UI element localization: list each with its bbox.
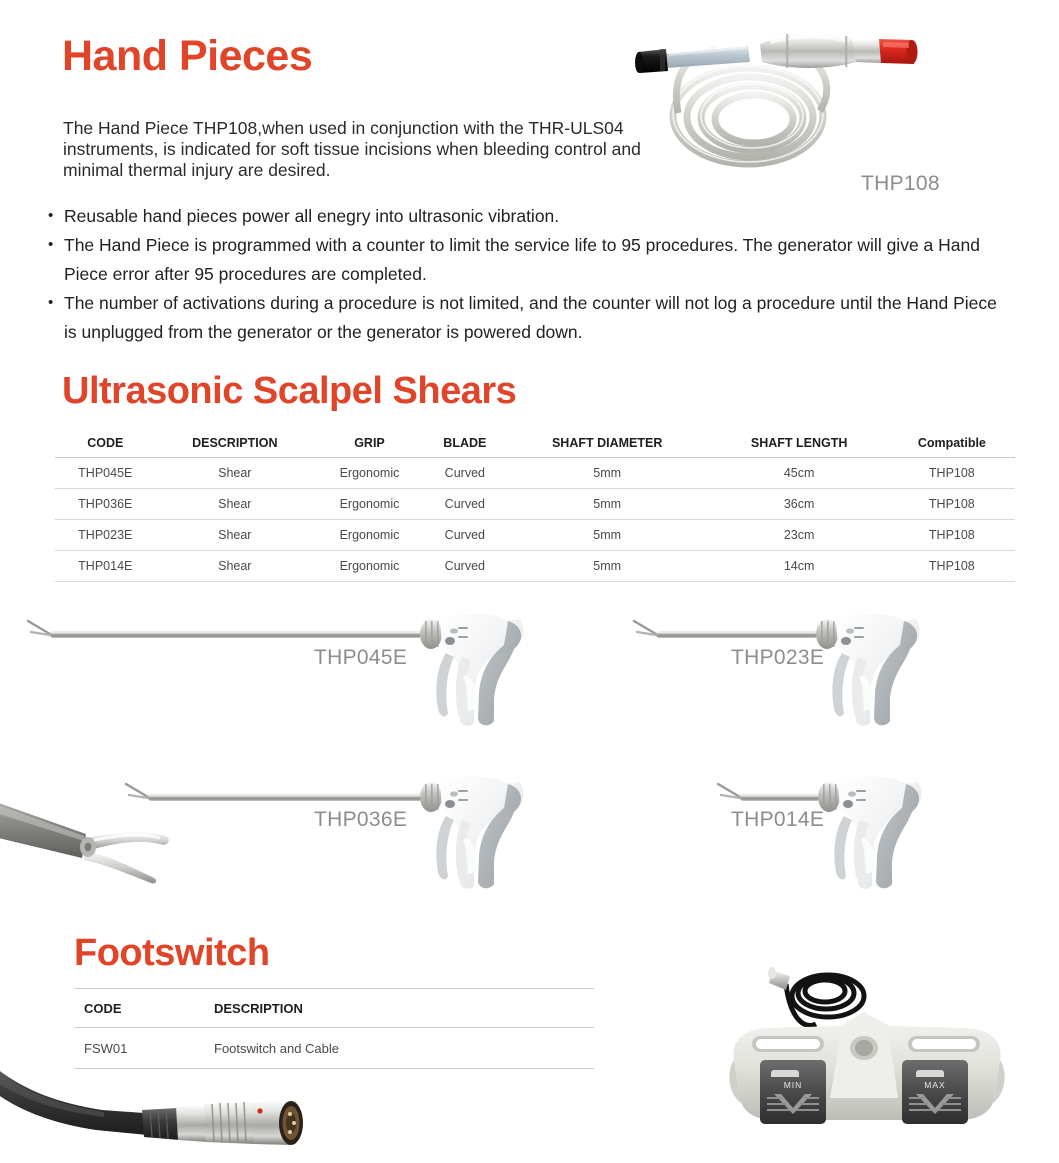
table-row [55, 458, 1015, 489]
footswitch-heading: Footswitch [74, 932, 270, 974]
cell-compatible: THP108 [928, 497, 975, 511]
cell-compatible: THP108 [928, 559, 975, 573]
cell-blade: Curved [444, 528, 485, 542]
footswitch-product-image [712, 948, 1042, 1148]
hand-pieces-heading: Hand Pieces [62, 32, 313, 80]
shears-heading: Ultrasonic Scalpel Shears [62, 370, 517, 412]
pedal-label-max: MAX [924, 1080, 946, 1090]
product-label-thp045e: THP045E [314, 646, 408, 669]
cell-shaft-diameter: 5mm [593, 559, 622, 573]
cell-code: THP014E [78, 559, 133, 573]
footswitch-connector-image [0, 1052, 332, 1162]
cell-shaft-diameter: 5mm [593, 466, 622, 480]
cell-blade: Curved [444, 559, 485, 573]
cell-description: Shear [218, 497, 252, 511]
table-header-row [74, 989, 594, 1028]
column-header-blade: BLADE [443, 435, 487, 450]
column-header-code: CODE [87, 435, 124, 450]
column-header-shaft-diameter: SHAFT DIAMETER [551, 435, 663, 450]
cell-compatible: THP108 [928, 528, 975, 542]
cell-description: Shear [218, 466, 252, 480]
cell-code: THP036E [78, 497, 133, 511]
product-label-thp036e: THP036E [314, 808, 408, 831]
cell-shaft-length: 45cm [783, 466, 815, 480]
cell-grip: Ergonomic [339, 559, 400, 573]
product-label-thp023e: THP023E [731, 646, 825, 669]
column-header-code: CODE [84, 1000, 122, 1016]
cell-shaft-diameter: 5mm [593, 497, 622, 511]
column-header-description: DESCRIPTION [192, 435, 278, 450]
hand-pieces-intro-paragraph: The Hand Piece THP108,when used in conjunction with the THR-ULS04 instruments, is indicated for soft tissue incisions when bleeding control and minimal thermal injury are desired. [63, 117, 641, 180]
column-header-shaft-length: SHAFT LENGTH [750, 435, 848, 450]
cell-blade: Curved [444, 466, 485, 480]
cell-shaft-diameter: 5mm [593, 528, 622, 542]
cell-code: THP023E [78, 528, 133, 542]
cell-description: Footswitch and Cable [214, 1040, 340, 1056]
hand-piece-product-image [620, 18, 950, 193]
cell-shaft-length: 23cm [783, 528, 815, 542]
shear-product-image-thp045e [22, 605, 532, 740]
cell-description: Shear [218, 528, 252, 542]
cell-compatible: THP108 [928, 466, 975, 480]
cell-grip: Ergonomic [339, 466, 400, 480]
table-row [55, 520, 1015, 551]
shears-spec-table [55, 428, 1015, 582]
list-item: • Reusable hand pieces power all enegry into ultrasonic vibration. [46, 202, 1006, 231]
cell-code: FSW01 [84, 1040, 128, 1056]
table-row [55, 551, 1015, 582]
cell-blade: Curved [444, 497, 485, 511]
list-item: • The Hand Piece is programmed with a counter to limit the service life to 95 procedures. The generator will give a Hand Piece error after 95 procedures are completed. [46, 231, 1006, 289]
list-item: • The number of activations during a procedure is not limited, and the counter will not log a procedure until the Hand Piece is unplugged from the generator or the generator is powered down. [46, 289, 1006, 347]
cell-grip: Ergonomic [339, 497, 400, 511]
cell-description: Shear [218, 559, 252, 573]
cell-grip: Ergonomic [339, 528, 400, 542]
shear-jaw-closeup-image [0, 772, 190, 897]
hand-pieces-bullet-list [46, 202, 1006, 347]
column-header-grip: GRIP [354, 435, 385, 450]
cell-code: THP045E [78, 466, 133, 480]
product-label-thp108: THP108 [861, 172, 940, 195]
table-header-row [55, 428, 1015, 458]
column-header-description: DESCRIPTION [214, 1000, 303, 1016]
shear-product-image-thp023e [628, 605, 928, 740]
product-label-thp014e: THP014E [731, 808, 825, 831]
cell-shaft-length: 14cm [783, 559, 815, 573]
shear-product-image-thp014e [712, 768, 930, 903]
table-row [55, 489, 1015, 520]
pedal-label-min: MIN [783, 1080, 803, 1090]
cell-shaft-length: 36cm [783, 497, 815, 511]
column-header-compatible: Compatible [917, 435, 986, 450]
